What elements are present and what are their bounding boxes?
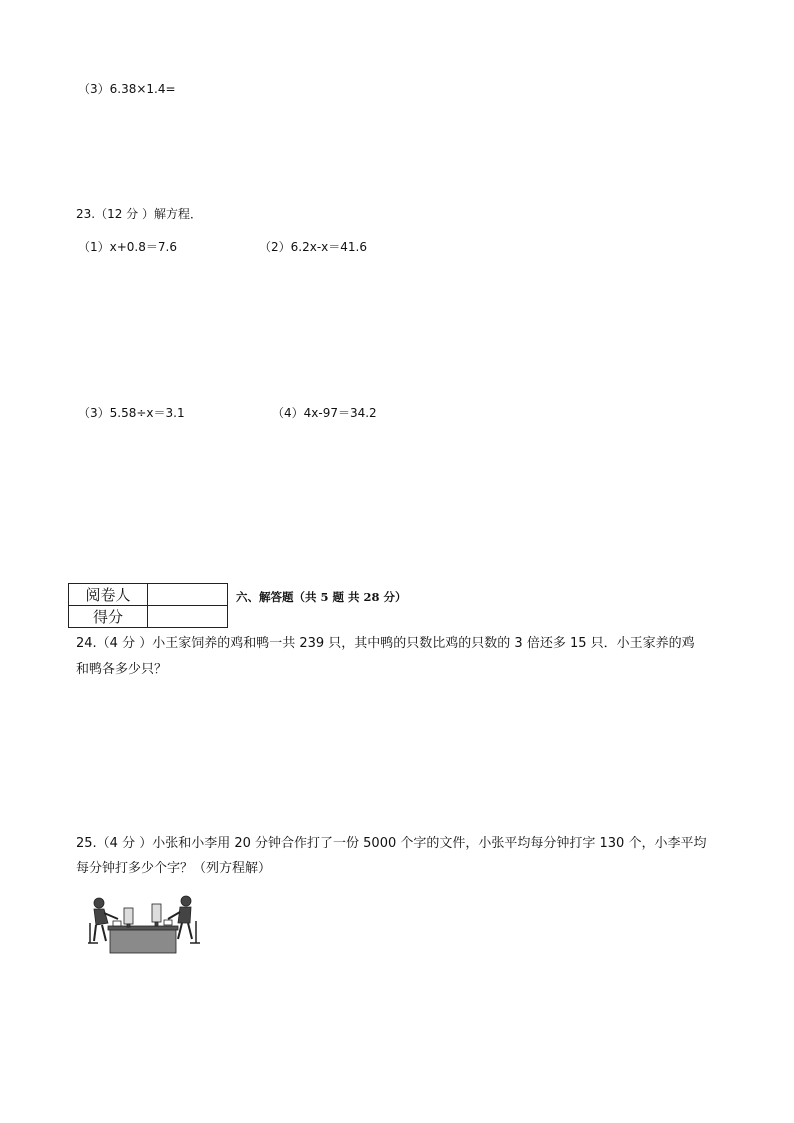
reviewer-label: 阅卷人: [69, 584, 148, 606]
q23-header: 23.（12 分 ）解方程．: [76, 207, 202, 221]
q23-sub4: （4）4x-97＝34.2: [272, 406, 377, 420]
section-title: 六、解答题（共 5 题 共 28 分）: [236, 590, 407, 604]
score-value: [148, 606, 228, 628]
q22-sub3: （3）6.38×1.4=: [78, 82, 176, 96]
q24-line2: 和鸭各多少只？: [76, 662, 168, 677]
q25-line2: 每分钟打多少个字？（列方程解）: [76, 861, 272, 876]
q23-sub2: （2）6.2x-x＝41.6: [259, 240, 367, 254]
score-label: 得分: [69, 606, 148, 628]
q23-sub3: （3）5.58÷x＝3.1: [78, 406, 185, 420]
reviewer-value: [148, 584, 228, 606]
q25-line1: 25.（4 分 ）小张和小李用 20 分钟合作打了一份 5000 个字的文件，小张平均每分钟打字 130 个，小李平均: [76, 836, 707, 851]
score-box: [68, 583, 228, 628]
q23-sub1: （1）x+0.8＝7.6: [78, 240, 177, 254]
q24-line1: 24.（4 分 ）小王家饲养的鸡和鸭一共 239 只，其中鸭的只数比鸡的只数的 3 倍还多 15 只．小王家养的鸡: [76, 636, 695, 651]
typing-illustration: [86, 893, 202, 955]
